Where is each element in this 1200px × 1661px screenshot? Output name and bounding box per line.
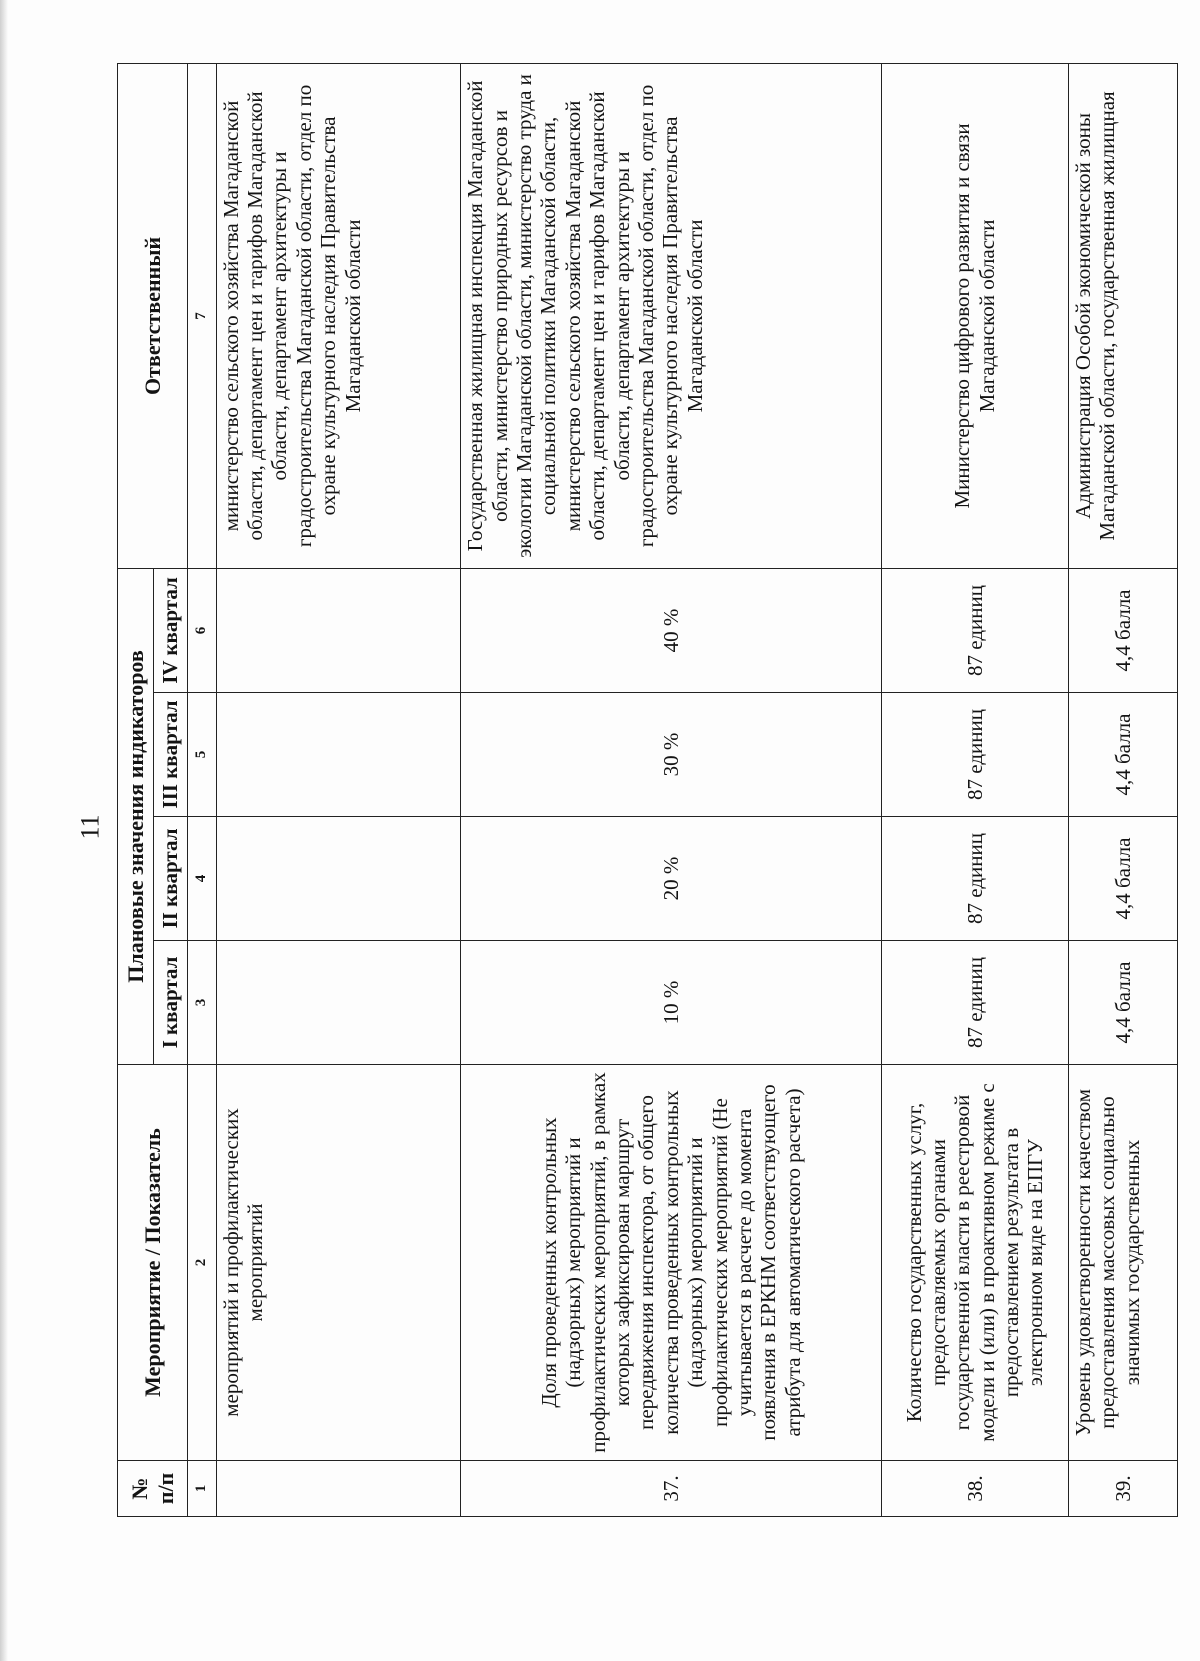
indicator-table xyxy=(117,63,1178,1517)
row-measure: мероприятий и профилактических мероприятий xyxy=(216,1065,461,1461)
col-number: 2 xyxy=(188,1065,217,1461)
row-q4: 40 % xyxy=(461,568,881,692)
table-row xyxy=(461,63,881,1516)
row-measure: Доля проведенных контрольных (надзорных) мероприятий и профилактических мероприятий, в рамках которых зафиксирован маршрут передвижения инспектора, от общего количества проведенных контрольных (надзорных) мероприятий и профилактических мероприятий (Не учитывается в расчете до момента появления в ЕРКНМ соответствующего атрибута для автоматического расчета) xyxy=(461,1065,881,1461)
row-q1: 87 единиц xyxy=(881,941,1068,1065)
row-responsible: Государственная жилищная инспекция Магаданской области, министерство природных ресурсов и экологии Магаданской области, министерство труда и социальной политики Магаданской области, министерство сельского хозяйства Магаданской области, департамент цен и тарифов Магаданской области, департамент архитектуры и градостроительства Магаданской области, отдел по охране культурного наследия Правительства Магаданской области xyxy=(461,63,881,568)
row-q4: 4,4 балла xyxy=(1068,568,1177,692)
header-measure: Мероприятие / Показатель xyxy=(118,1065,188,1461)
col-number: 1 xyxy=(188,1461,217,1517)
header-responsible: Ответственный xyxy=(118,63,188,568)
row-q2: 87 единиц xyxy=(881,817,1068,941)
row-q3 xyxy=(216,693,461,817)
row-number: 38. xyxy=(881,1461,1068,1517)
row-number: 37. xyxy=(461,1461,881,1517)
row-q1: 4,4 балла xyxy=(1068,941,1177,1065)
row-measure: Уровень удовлетворенности качеством предоставления массовых социально значимых государственных xyxy=(1068,1065,1177,1461)
header-q4: IV квартал xyxy=(153,568,187,692)
col-number: 5 xyxy=(188,693,217,817)
header-q3: III квартал xyxy=(153,693,187,817)
indicator-table-container xyxy=(117,64,1178,1517)
col-number: 6 xyxy=(188,568,217,692)
row-q2: 20 % xyxy=(461,817,881,941)
col-number: 7 xyxy=(188,63,217,568)
row-q4 xyxy=(216,568,461,692)
row-q1: 10 % xyxy=(461,941,881,1065)
header-plan: Плановые значения индикаторов xyxy=(118,568,154,1064)
col-number: 3 xyxy=(188,941,217,1065)
row-responsible: Администрация Особой экономической зоны Магаданской области, государственная жилищная xyxy=(1068,63,1177,568)
rotated-table-frame xyxy=(117,64,1178,1517)
header-q1: I квартал xyxy=(153,941,187,1065)
row-q2 xyxy=(216,817,461,941)
row-number: 39. xyxy=(1068,1461,1177,1517)
row-q3: 4,4 балла xyxy=(1068,693,1177,817)
col-number: 4 xyxy=(188,817,217,941)
row-q3: 30 % xyxy=(461,693,881,817)
row-number xyxy=(216,1461,461,1517)
row-q3: 87 единиц xyxy=(881,693,1068,817)
row-measure: Количество государственных услуг, предоставляемых органами государственной власти в реестровой модели и (или) в проактивном режиме с предоставлением результата в электронном виде на ЕПГУ xyxy=(881,1065,1068,1461)
row-q2: 4,4 балла xyxy=(1068,817,1177,941)
page-number: 11 xyxy=(75,814,105,840)
row-q1 xyxy=(216,941,461,1065)
row-responsible: Министерство цифрового развития и связи Магаданской области xyxy=(881,63,1068,568)
table-row xyxy=(216,63,461,1516)
header-num: № п/п xyxy=(118,1461,188,1517)
header-q2: II квартал xyxy=(153,817,187,941)
table-row xyxy=(881,63,1068,1516)
row-q4: 87 единиц xyxy=(881,568,1068,692)
row-responsible: министерство сельского хозяйства Магаданской области, департамент цен и тарифов Магаданской области, департамент архитектуры и градостроительства Магаданской области, отдел по охране культурного наследия Правительства Магаданской области xyxy=(216,63,461,568)
table-row xyxy=(1068,63,1177,1516)
scan-edge-shadow xyxy=(0,0,8,1661)
